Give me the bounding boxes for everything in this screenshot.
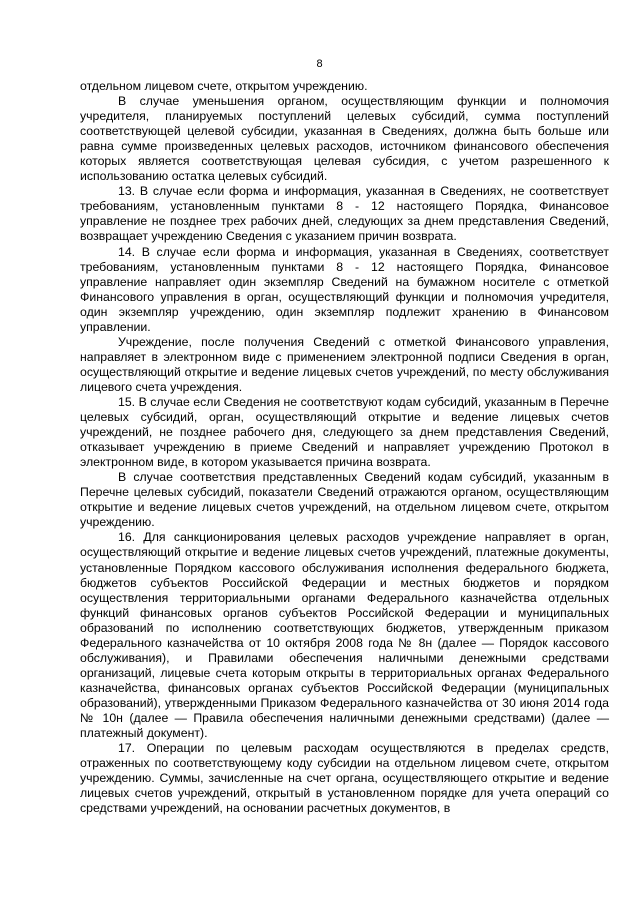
paragraph-17: 17. Операции по целевым расходам осуществляются в пределах средств, отраженных по соответствующему коду субсидии на отдельном лицевом счете, открытом учреждению. Суммы, зачисленные на счет органа, осуществляющего открытие и ведение лицевых счетов учреждений, открытый в установленном порядке для учета операций со средствами учреждений, на основании расчетных документов, в <box>80 741 609 816</box>
document-body <box>80 79 609 816</box>
paragraph-continuation: отдельном лицевом счете, открытом учреждению. <box>80 79 368 93</box>
paragraph-codes-match: В случае соответствия представленных Сведений кодам субсидий, указанным в Перечне целевых субсидий, показатели Сведений отражаются органом, осуществляющим открытие и ведение лицевых счетов учреждений, на отдельном лицевом счете, открытом учреждению. <box>80 470 609 530</box>
paragraph-16: 16. Для санкционирования целевых расходов учреждение направляет в орган, осуществляющий открытие и ведение лицевых счетов учреждений, платежные документы, установленные Порядком кассового обслуживания исполнения федерального бюджета, бюджетов субъектов Российской Федерации и местных бюджетов и порядком осуществления территориальными органами Федерального казначейства отдельных функций финансовых органов субъектов Российской Федерации и муниципальных образований по исполнению соответствующих бюджетов, утвержденным приказом Федерального казначейства от 10 октября 2008 года № 8н (далее — Порядок кассового обслуживания), и Правилами обеспечения наличными денежными средствами организаций, лицевые счета которым открыты в территориальных органах Федерального казначейства, финансовых органах субъектов Российской Федерации (муниципальных образований), утвержденными Приказом Федерального казначейства от 30 июня 2014 года № 10н (далее — Правила обеспечения наличными денежными средствами) (далее — платежный документ). <box>80 530 609 741</box>
paragraph-15: 15. В случае если Сведения не соответствуют кодам субсидий, указанным в Перечне целевых субсидий, орган, осуществляющий открытие и ведение лицевых счетов учреждений, не позднее рабочего дня, следующего за днем представления Сведений, отказывает учреждению в приеме Сведений и направляет учреждению Протокол в электронном виде, в котором указывается причина возврата. <box>80 394 609 470</box>
paragraph-13: 13. В случае если форма и информация, указанная в Сведениях, не соответствует требованиям, установленным пунктами 8 - 12 настоящего Порядка, Финансовое управление не позднее трех рабочих дней, следующих за днем представления Сведений, возвращает учреждению Сведения с указанием причин возврата. <box>80 184 609 244</box>
paragraph-institution-submission: Учреждение, после получения Сведений с отметкой Финансового управления, направляет в электронном виде с применением электронной подписи Сведения в орган, осуществляющий открытие и ведение лицевых счетов учреждений, по месту обслуживания лицевого счета учреждения. <box>80 334 609 394</box>
paragraph-14: 14. В случае если форма и информация, указанная в Сведениях, соответствует требованиям, установленным пунктами 8 - 12 настоящего Порядка, Финансовое управление направляет один экземпляр Сведений на бумажном носителе с отметкой Финансового управления в орган, осуществляющий функции и полномочия учредителя, один экземпляр учреждению, один экземпляр подлежит хранению в Финансовом управлении. <box>80 244 609 334</box>
paragraph-subsidy-reduction: В случае уменьшения органом, осуществляющим функции и полномочия учредителя, планируемых поступлений целевых субсидий, сумма поступлений соответствующей целевой субсидии, указанная в Сведениях, должна быть больше или равна сумме произведенных целевых расходов, источником финансового обеспечения которых является соответствующая целевая субсидия, с учетом разрешенного к использованию остатка целевых субсидий. <box>80 94 609 184</box>
page-number: 8 <box>316 58 323 70</box>
